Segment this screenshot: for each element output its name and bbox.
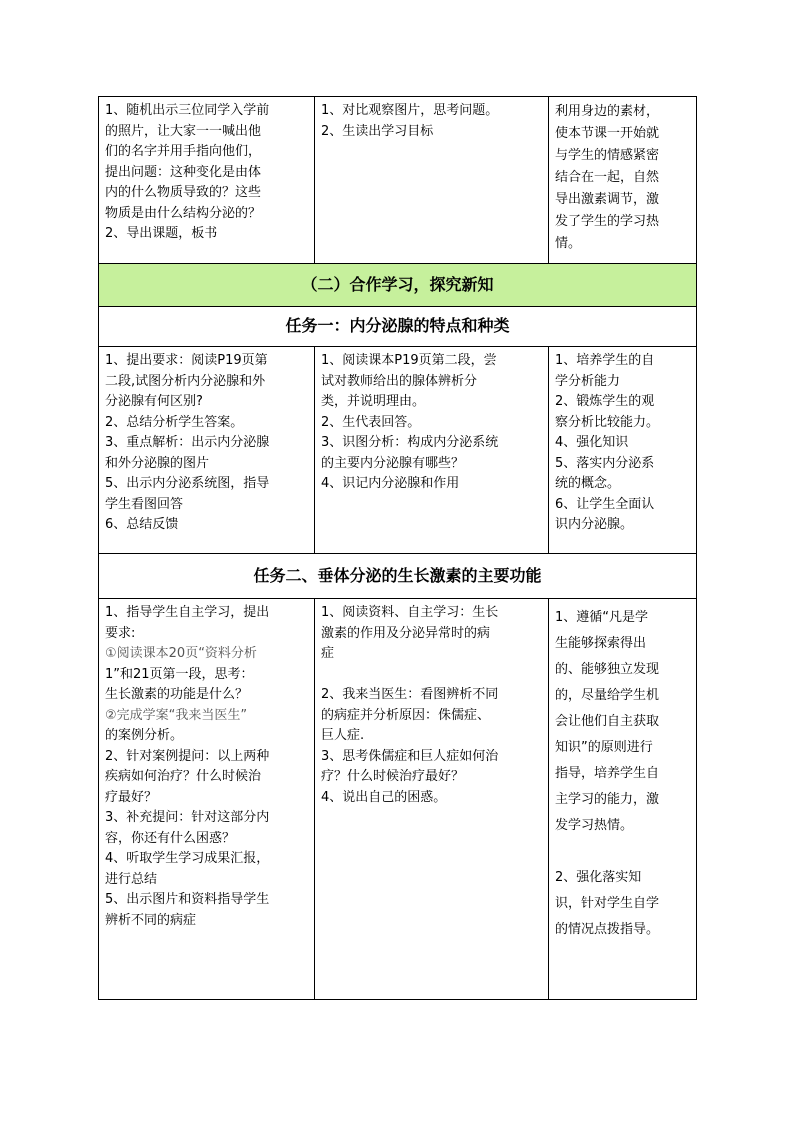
- task2-teacher-line: 进行总结: [105, 871, 158, 887]
- task2-intent-line: 知识”的原则进行: [555, 740, 653, 755]
- task1-intent-line: 察分析比较能力。: [555, 414, 660, 430]
- task2-student-line: 的病症并分析原因：侏儒症、: [321, 707, 491, 723]
- task1-intent-line: 6、让学生全面认: [555, 496, 655, 512]
- task2-title-row: [99, 554, 697, 599]
- intro-teacher-line: 的照片，让大家一一喊出他: [105, 123, 262, 139]
- task2-title: 任务二、垂体分泌的生长激素的主要功能: [99, 554, 697, 599]
- task1-intent-line: 2、锻炼学生的观: [555, 394, 655, 409]
- intro-teacher-line: 1、随机出示三位同学入学前: [105, 103, 270, 118]
- lesson-plan-table: [98, 96, 697, 1000]
- task1-student-line: 的主要内分泌腺有哪些？: [321, 455, 465, 471]
- task2-teacher-cell: [99, 599, 315, 1000]
- intro-intent-line: 情。: [555, 236, 582, 251]
- task2-student-line: 症: [321, 646, 335, 661]
- task2-teacher-line: 的案例分析。: [105, 728, 184, 743]
- task2-student-line: 巨人症.: [321, 728, 365, 743]
- task2-teacher-line: ①阅读课本20页“资料分析: [105, 646, 257, 661]
- task2-teacher-line: 4、听取学生学习成果汇报，: [105, 851, 270, 866]
- intro-intent-line: 发了学生的学习热: [555, 214, 660, 229]
- task1-intent-line: 1、培养学生的自: [555, 353, 655, 368]
- intro-student-line: 1、对比观察图片，思考问题。: [321, 103, 499, 118]
- intro-intent-line: 与学生的情感紧密: [555, 148, 660, 163]
- task2-student-line: 4、说出自己的困惑。: [321, 789, 447, 805]
- task2-teacher-line: 3、补充提问：针对这部分内: [105, 810, 270, 825]
- intro-intent-line: 利用身边的素材，: [555, 104, 660, 119]
- task2-student-line: [321, 665, 543, 686]
- task2-teacher-line: 辨析不同的病症: [105, 912, 197, 928]
- task1-student-cell: [315, 347, 549, 554]
- task1-teacher-line: 5、出示内分泌系统图，指导: [105, 476, 270, 491]
- task2-student-line: 疗？什么时候治疗最好？: [321, 769, 465, 784]
- task2-student-cell: [315, 599, 549, 1000]
- task1-student-line: 4、识记内分泌腺和作用: [321, 476, 460, 491]
- task1-student-line: 1、阅读课本P19页第二段，尝: [321, 353, 497, 368]
- intro-intent-line: 结合在一起，自然: [555, 170, 660, 185]
- task1-student-line: 试对教师给出的腺体辨析分: [321, 373, 478, 389]
- task1-teacher-cell: [99, 347, 315, 554]
- intro-intent-line: 导出激素调节，激: [555, 192, 660, 207]
- task1-teacher-line: 和外分泌腺的图片: [105, 455, 210, 471]
- task1-intent-line: 识内分泌腺。: [555, 517, 634, 532]
- intro-teacher-cell: [99, 97, 315, 264]
- task2-intent-line: 的情况点拨指导。: [555, 922, 660, 937]
- intro-teacher-line: 提出问题：这种变化是由体: [105, 164, 262, 180]
- task1-teacher-line: 分泌腺有何区别?: [105, 394, 203, 409]
- task2-teacher-line: 1、指导学生自主学习，提出: [105, 605, 270, 620]
- task2-teacher-line: ②完成学案“我来当医生”: [105, 707, 248, 723]
- task1-student-line: 2、生代表回答。: [321, 414, 421, 430]
- task2-teacher-line: 2、针对案例提问：以上两种: [105, 748, 270, 764]
- task1-intent-line: 学分析能力: [555, 373, 621, 389]
- intro-row: [99, 97, 697, 264]
- task2-intent-line: 的，尽量给学生机: [555, 688, 660, 703]
- task1-title: 任务一：内分泌腺的特点和种类: [99, 307, 697, 347]
- task2-student-line: 1、阅读资料、自主学习：生长: [321, 605, 499, 620]
- task2-intent-line: 生能够探索得出: [555, 636, 647, 651]
- task1-teacher-line: 6、总结反馈: [105, 517, 179, 532]
- task1-title-row: [99, 307, 697, 347]
- task2-intent-cell: [549, 599, 697, 1000]
- intro-teacher-line: 内的什么物质导致的？这些: [105, 185, 262, 200]
- task2-teacher-line: 要求:: [105, 625, 136, 641]
- task1-teacher-line: 3、重点解析：出示内分泌腺: [105, 435, 270, 450]
- task2-intent-line: [555, 839, 691, 865]
- intro-intent-cell: [549, 97, 697, 264]
- task2-row: [99, 599, 697, 1000]
- intro-student-line: 2、生读出学习目标: [321, 123, 434, 139]
- intro-student-cell: [315, 97, 549, 264]
- task2-intent-line: 会让他们自主获取: [555, 714, 660, 729]
- task1-intent-cell: [549, 347, 697, 554]
- task1-intent-line: 4、强化知识: [555, 435, 629, 450]
- task2-intent-line: 指导，培养学生自: [555, 766, 660, 781]
- section-header-row: [99, 264, 697, 307]
- task2-student-line: 3、思考侏儒症和巨人症如何治: [321, 748, 499, 764]
- task2-intent-line: 2、强化落实知: [555, 870, 642, 885]
- task2-intent-line: 的、能够独立发现: [555, 662, 660, 677]
- task2-teacher-line: 疾病如何治疗？什么时候治: [105, 769, 262, 784]
- task2-teacher-line: 生长激素的功能是什么？: [105, 687, 249, 702]
- task1-student-line: 类，并说明理由。: [321, 394, 426, 409]
- task2-teacher-line: 疗最好？: [105, 789, 158, 805]
- task2-intent-line: 1、遵循“凡是学: [555, 610, 649, 625]
- intro-teacher-line: 们的名字并用手指向他们，: [105, 144, 262, 159]
- task2-intent-line: 主学习的能力，激: [555, 792, 660, 807]
- task2-intent-line: 识，针对学生自学: [555, 896, 660, 911]
- task2-intent-line: 发学习热情。: [555, 818, 634, 833]
- task1-intent-line: 5、落实内分泌系: [555, 455, 655, 471]
- intro-teacher-line: 2、导出课题，板书: [105, 226, 218, 241]
- task1-intent-line: 统的概念。: [555, 476, 621, 491]
- section-header: （二）合作学习，探究新知: [99, 264, 697, 307]
- task1-row: [99, 347, 697, 554]
- task1-teacher-line: 二段,试图分析内分泌腺和外: [105, 373, 266, 389]
- task1-teacher-line: 1、提出要求：阅读P19页第: [105, 353, 268, 368]
- intro-teacher-line: 物质是由什么结构分泌的？: [105, 205, 262, 221]
- task1-teacher-line: 2、总结分析学生答案。: [105, 414, 244, 430]
- task2-teacher-line: 5、出示图片和资料指导学生: [105, 892, 270, 907]
- task1-student-line: 3、识图分析：构成内分泌系统: [321, 435, 499, 450]
- task2-student-line: 2、我来当医生：看图辨析不同: [321, 687, 499, 702]
- task2-teacher-line: 1”和21页第一段，思考：: [105, 666, 254, 682]
- intro-intent-line: 使本节课一开始就: [555, 126, 660, 141]
- task1-teacher-line: 学生看图回答: [105, 496, 184, 512]
- task2-student-line: 激素的作用及分泌异常时的病: [321, 625, 491, 641]
- task2-teacher-line: 容，你还有什么困惑？: [105, 830, 236, 846]
